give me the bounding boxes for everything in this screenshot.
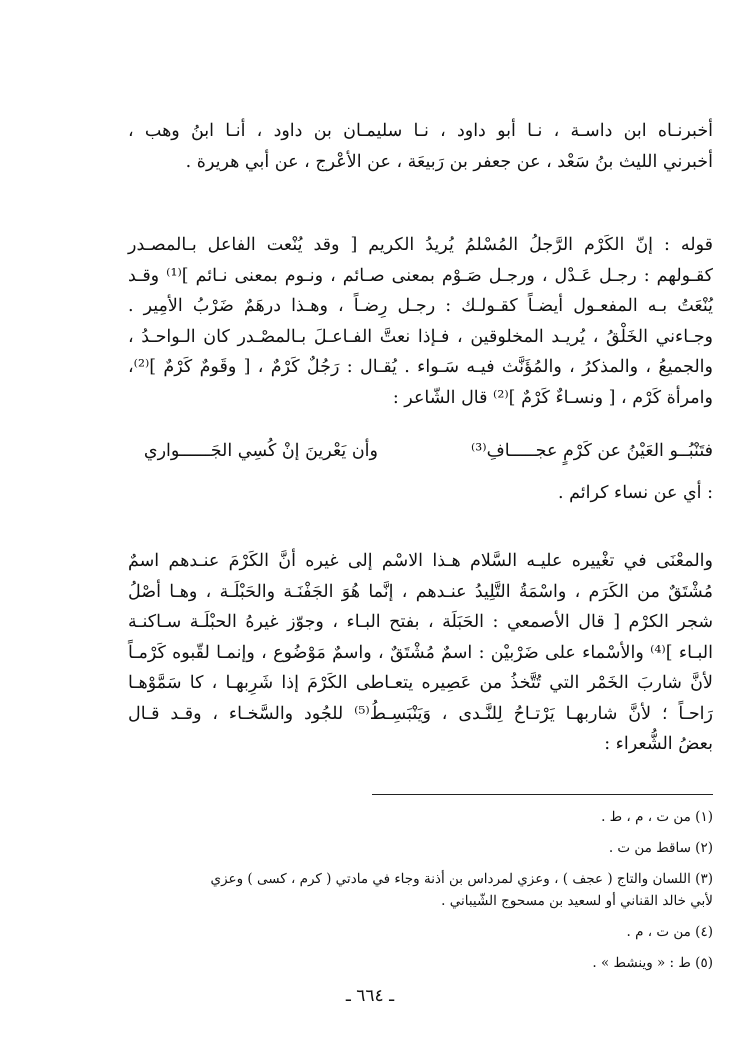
text-line: شجر الكرْم [ قال الأصمعي : الحَبَلَة ، بفتح البـاء ، وجوّز غيرهُ الحبْلَـة سـاكنـة <box>128 612 713 632</box>
text-line: وجـاءني الخَلْقُ ، يُريـد المخلوقين ، فـإذا نعتَّ الفـاعـلَ بـالمصْـدر كان الـواحـدُ ، <box>128 326 713 347</box>
paragraph-meaning <box>128 546 713 760</box>
text-line: والمعْنَى في تغْييره عليـه السَّلام هـذا الاسْم إلى غيره أنَّ الكَرْمَ عنـدهم اسمٌ <box>128 551 713 571</box>
footnote-5: (٥) ط : « وينشط » . <box>592 955 713 971</box>
text-line: لأنَّ شاربَ الخَمْر التي تُتَّخذُ من عَصِيره يتعـاطى الكَرْمَ إذا شَرِبهـا ، كا سَمَّوْهـا <box>128 673 713 693</box>
poetry-verse <box>128 436 713 468</box>
text-line: قوله : إنّ الكَرْم الرَّجلُ المُسْلمُ يُريدُ الكريم [ وقد يُنْعت الفاعل بـالمصـدر <box>128 235 713 255</box>
text-line: : أي عن نساء كرائم . <box>557 483 713 503</box>
footnote-3-continued: لأبي خالد القناني أو لسعيد بن مسحوج الشّيباني . <box>441 893 713 909</box>
text-line: وامرأة كَرْم ، [ ونسـاءٌ كَرْمٌ ]⁽²⁾ قال الشّاعر : <box>392 387 713 408</box>
footnote-separator <box>372 794 713 795</box>
paragraph-gloss <box>128 478 713 509</box>
paragraph-isnad <box>128 116 713 177</box>
verse-hemistich-second: وأن يَعْرينَ إنْ كُسِي الجَــــــواري <box>143 441 378 461</box>
text-line: أخبرني الليث بنُ سَعْد ، عن جعفر بن رَبيعَة ، عن الأعْرج ، عن أبي هريرة . <box>185 151 713 172</box>
paragraph-explanation <box>128 230 713 413</box>
text-line: رَاحـاً ؛ لأنَّ شاربهـا يَرْتـاحُ لِلنَّـدى ، وَيَنْبَسِـطُ⁽⁵⁾ للجُود والسَّخـاء ، وقـد قـال <box>128 703 713 724</box>
footnote-3: (٣) اللسان والتاج ( عجف ) ، وعزي لمرداس بن أذنة وجاء في مادتي ( كرم ، كسى ) وعزي <box>210 871 713 887</box>
text-line: البـاء ]⁽⁴⁾ والأسْماء على ضَرْبيْن : اسمٌ مُشْتَقٌ ، واسمٌ مَوْضُوع ، وإنمـا لقّبوه كَرْمـاً <box>128 642 714 663</box>
footnote-2: (٢) ساقط من ت . <box>608 840 713 856</box>
footnotes <box>128 806 713 974</box>
footnote-4: (٤) من ت ، م . <box>626 924 713 940</box>
text-line: بعضُ الشُّعراء : <box>604 734 713 754</box>
text-line: والجميعُ ، والمذكرُ ، والمُؤَنَّث فيـه سَـواء . يُقـال : رَجُلٌ كَرْمٌ ، [ وقَومٌ كَرْمٌ ]⁽²⁾، <box>128 357 713 377</box>
text-line: مُشْتَقٌ من الكَرَم ، واسْمَةُ التَّلِيدُ عنـدهم ، إنَّما هُوَ الجَفْنَـة والحَبْلَـة ، وهـا أصْلُ <box>128 581 713 602</box>
text-line: أخبرنـاه ابن داسـة ، نـا أبو داود ، نـا سليمـان بن داود ، أنـا ابنُ وهب ، <box>128 121 713 141</box>
text-line: يُنْعَتُ بـه المفعـول أيضـاً كقـولـك : رجـل رِضـاً ، وهـذا درهَمٌ ضَرْبُ الأمِير . <box>128 296 713 316</box>
text-line: كقـولهم : رجـل عَـدْل ، ورجـل صَـوْم بمعنى صـائم ، ونـوم بمعنى نـائم ]⁽¹⁾ وقـد <box>128 265 713 286</box>
verse-hemistich-first: فتَنْبُــو العَيْنُ عن كَرْمٍ عجـــــافِ⁽³⁾ <box>470 441 713 461</box>
page-number: ـ ٦٦٤ ـ <box>345 986 395 1006</box>
footnote-1: (١) من ت ، م ، ط . <box>601 809 713 825</box>
